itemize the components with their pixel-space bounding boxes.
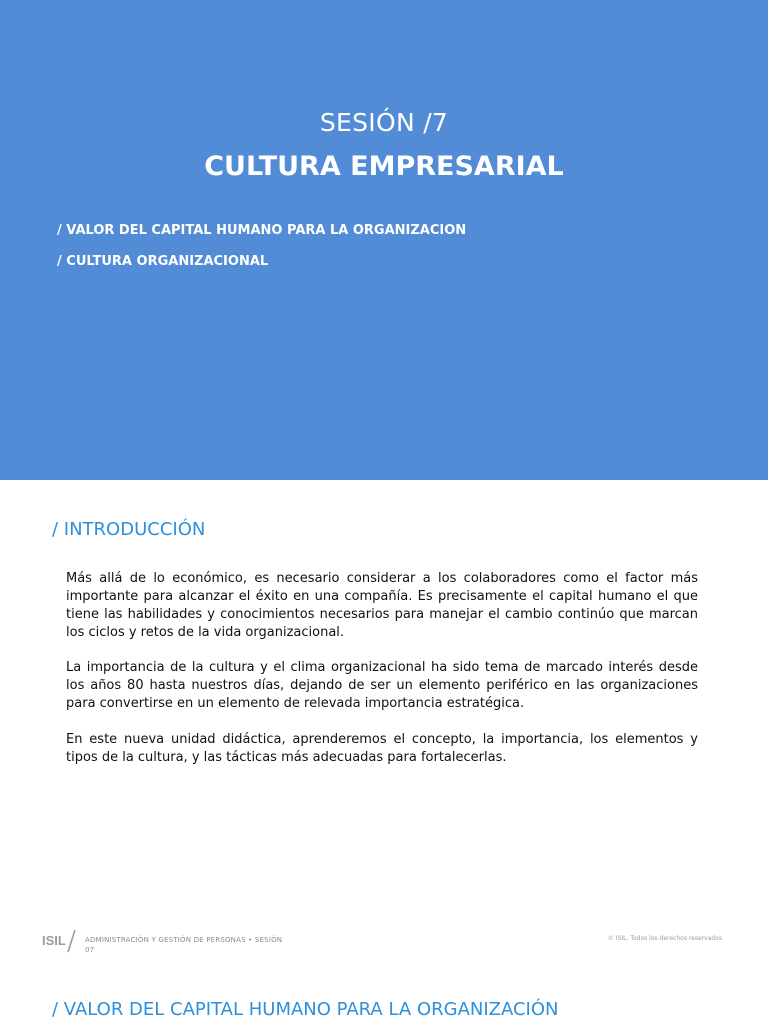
- isil-logo-text: ISIL: [42, 933, 66, 948]
- isil-logo: [42, 928, 78, 954]
- topic-item: / CULTURA ORGANIZACIONAL: [57, 254, 269, 269]
- footer-course-name: ADMINISTRACIÓN Y GESTIÓN DE PERSONAS • SESIÓN 07: [85, 936, 283, 954]
- footer-copyright: © ISIL. Todos los derechos reservados: [607, 935, 722, 942]
- introduction-heading: / INTRODUCCIÓN: [52, 519, 206, 540]
- session-number: SESIÓN /7: [319, 108, 449, 137]
- cover-banner: [0, 0, 768, 480]
- page-title: CULTURA EMPRESARIAL: [204, 151, 564, 182]
- intro-paragraph: La importancia de la cultura y el clima organizacional ha sido tema de marcado interés desde los años 80 hasta nuestros días, dejando de ser un elemento periférico en las organizaciones para convertirse en un elemento de relevada importancia estratégica.: [66, 660, 698, 711]
- topic-item: / VALOR DEL CAPITAL HUMANO PARA LA ORGANIZACION: [57, 223, 467, 238]
- section-heading-valor: / VALOR DEL CAPITAL HUMANO PARA LA ORGANIZACIÓN: [52, 999, 559, 1020]
- intro-paragraph: En este nueva unidad didáctica, aprenderemos el concepto, la importancia, los elementos y tipos de la cultura, y las tácticas más adecuadas para fortalecerlas.: [66, 732, 698, 765]
- intro-paragraph: Más allá de lo económico, es necesario considerar a los colaboradores como el factor más importante para alcanzar el éxito en una compañía. Es precisamente el capital humano el que tiene las habilidades y conocimientos necesarios para manejar el cambio continúo que marcan los ciclos y retos de la vida organizacional.: [66, 571, 698, 640]
